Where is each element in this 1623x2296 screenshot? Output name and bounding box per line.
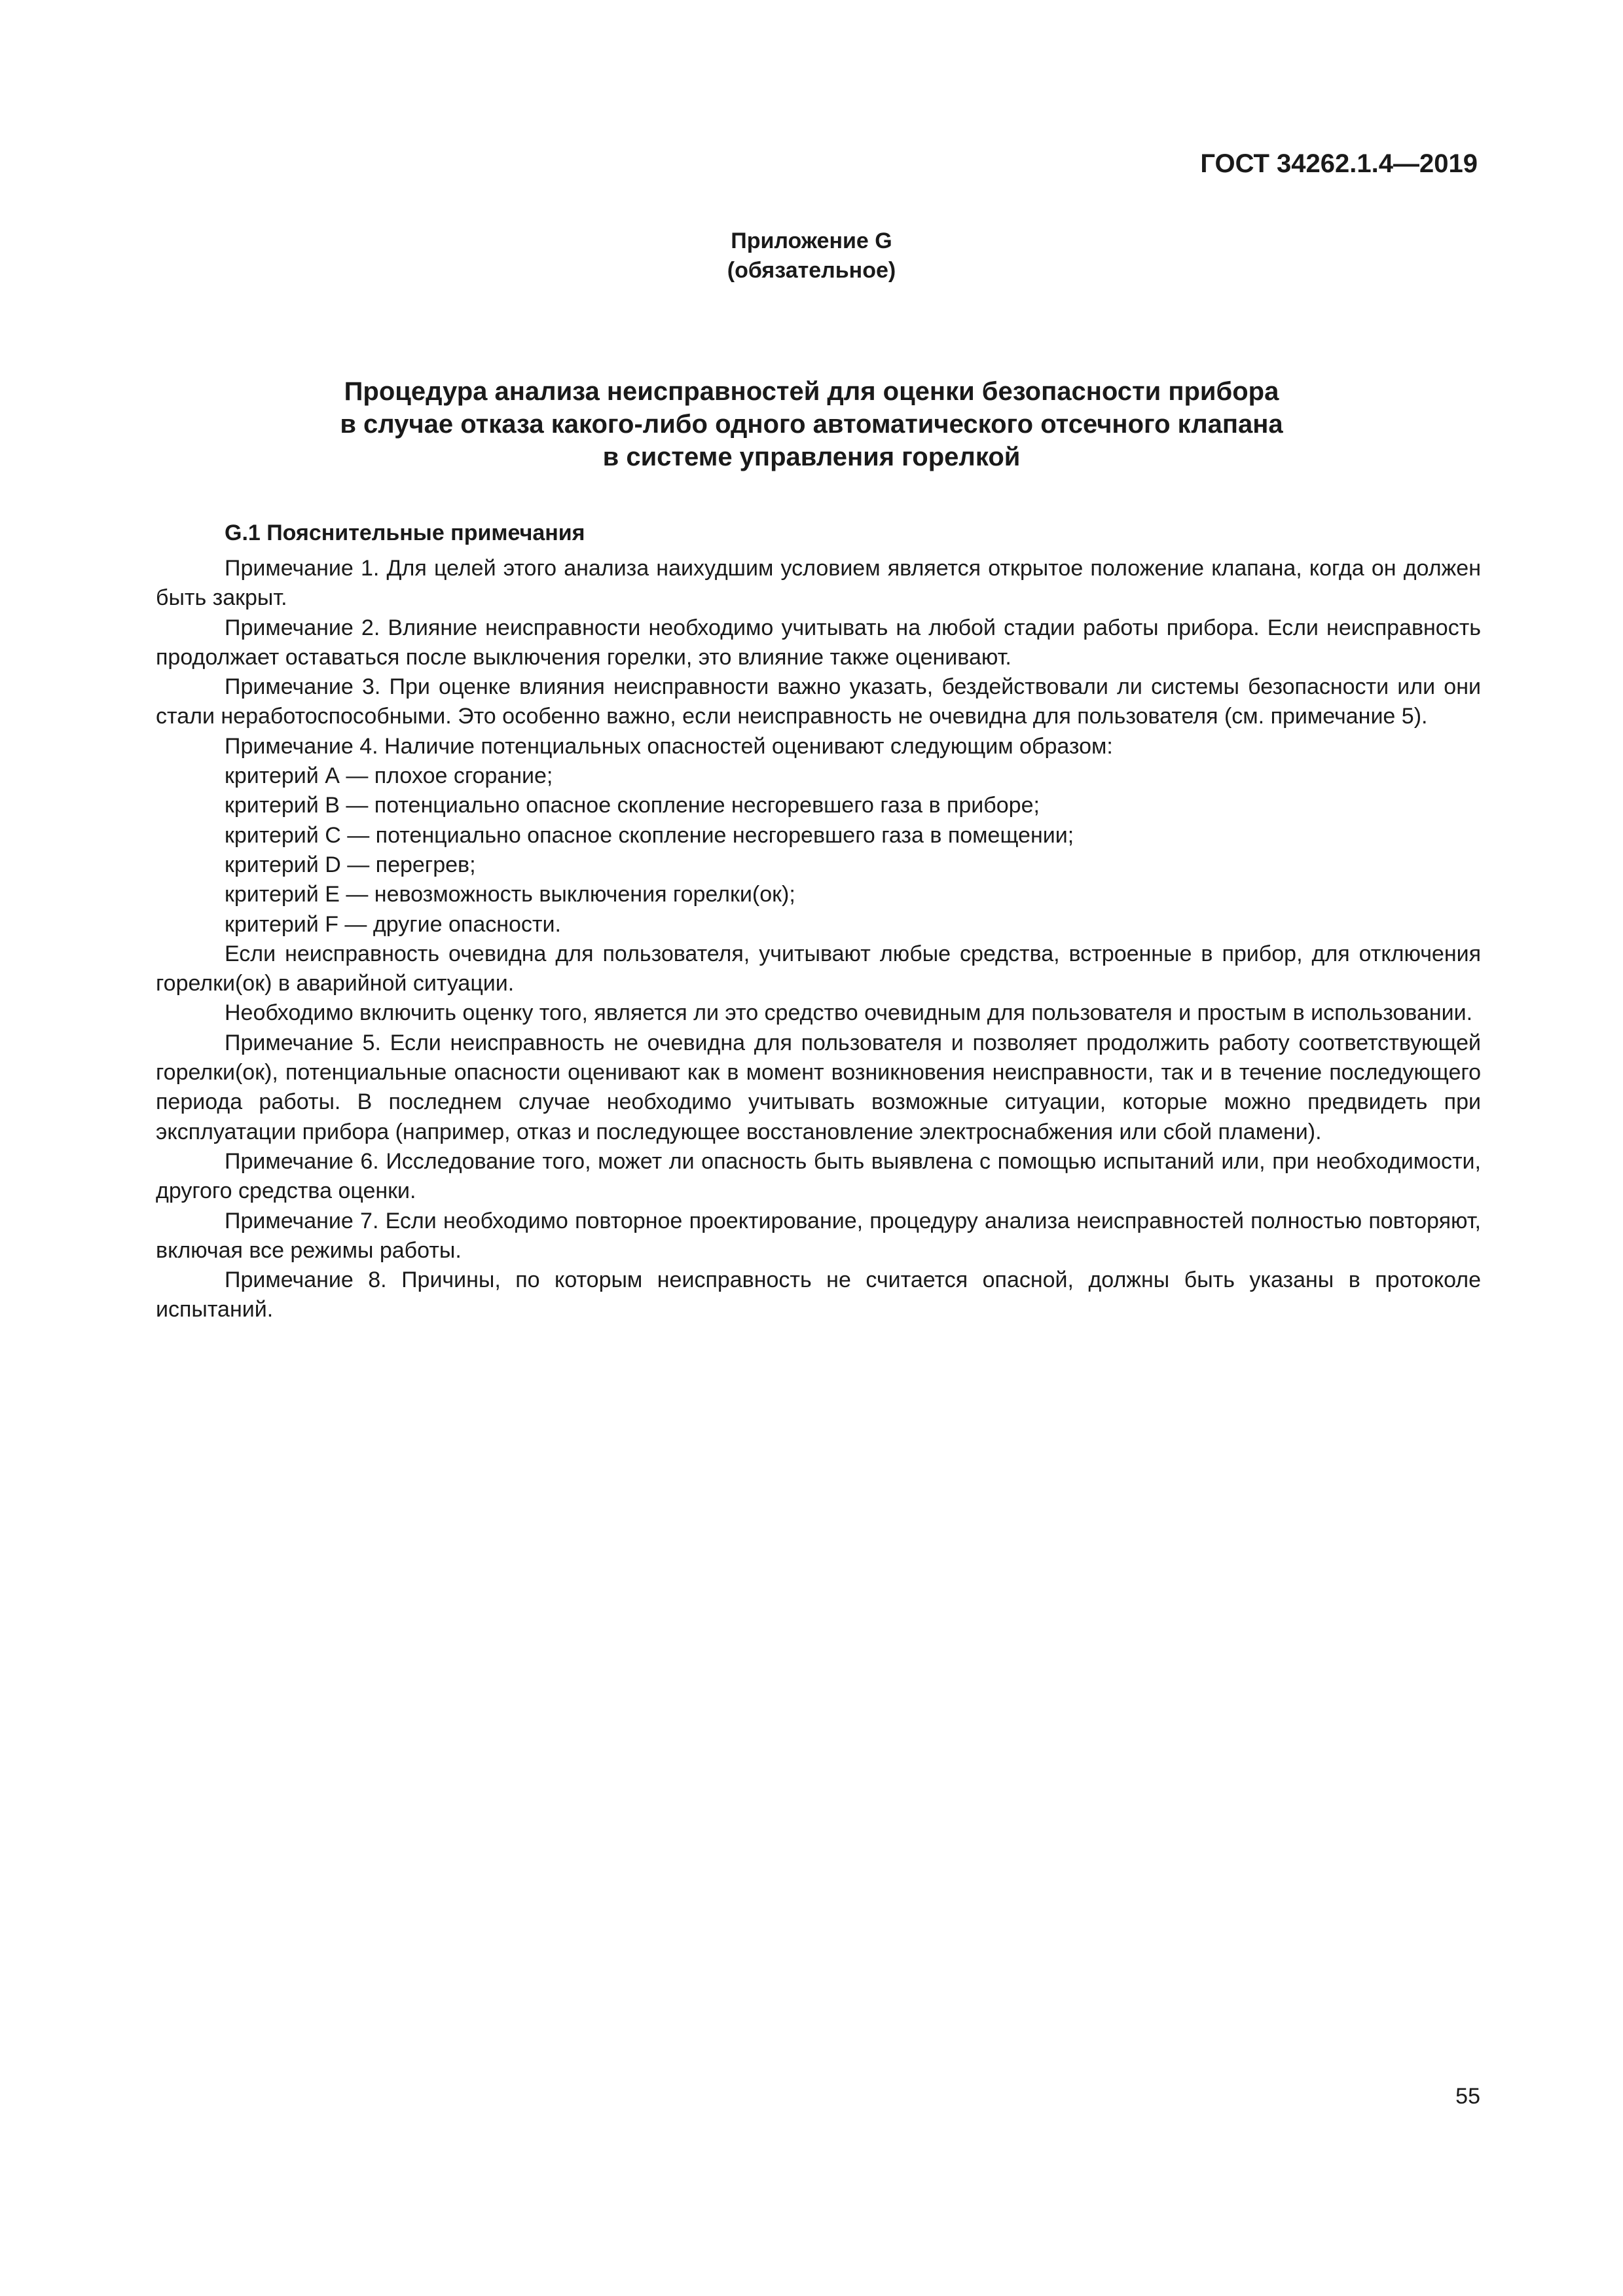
section-body	[156, 554, 1481, 1325]
title-line-3: в системе управления горелкой	[602, 443, 1021, 471]
note-5: Примечание 5. Если неисправность не очевидна для пользователя и позволяет продолжить работу соответствующей горелки(ок), потенциальные опасности оценивают как в момент возникновения неисправности, так и в течение последующего периода работы. В последнем случае необходимо учитывать возможные ситуации, которые можно предвидеть при эксплуатации прибора (например, отказ и последующее восстановление электроснабжения или сбой пламени).	[156, 1030, 1481, 1144]
annex-status: (обязательное)	[727, 258, 896, 283]
document-code: ГОСТ 34262.1.4—2019	[1200, 149, 1478, 178]
annex-label: Приложение G	[731, 228, 892, 253]
criterion-a: критерий А — плохое сгорание;	[225, 763, 553, 789]
note-4: Примечание 4. Наличие потенциальных опасностей оценивают следующим образом:	[225, 733, 1113, 759]
page-number: 55	[1455, 2084, 1480, 2109]
criterion-f: критерий F — другие опасности.	[225, 911, 561, 937]
note-1: Примечание 1. Для целей этого анализа наихудшим условием является открытое положение клапана, когда он должен быть закрыт.	[156, 556, 1481, 611]
criterion-d: критерий D — перегрев;	[225, 852, 476, 877]
title-line-2: в случае отказа какого-либо одного автоматического отсечного клапана	[340, 410, 1283, 439]
title-line-1: Процедура анализа неисправностей для оценки безопасности прибора	[344, 377, 1279, 406]
section-heading: G.1 Пояснительные примечания	[225, 520, 585, 545]
note-2: Примечание 2. Влияние неисправности необходимо учитывать на любой стадии работы прибора. Если неисправность продолжает оставаться после выключения горелки, это влияние также оценивают.	[156, 615, 1481, 670]
note-8: Примечание 8. Причины, по которым неисправность не считается опасной, должны быть указаны в протоколе испытаний.	[156, 1267, 1481, 1322]
annex-header	[0, 227, 1623, 285]
note-4-obvious-fault: Если неисправность очевидна для пользователя, учитывают любые средства, встроенные в прибор, для отключения горелки(ок) в аварийной ситуации.	[156, 941, 1481, 996]
note-4-assessment: Необходимо включить оценку того, является ли это средство очевидным для пользователя и простым в использовании.	[225, 1000, 1473, 1026]
criterion-b: критерий В — потенциально опасное скопление несгоревшего газа в приборе;	[225, 793, 1040, 818]
criterion-e: критерий Е — невозможность выключения горелки(ок);	[225, 882, 795, 907]
criterion-c: критерий С — потенциально опасное скопление несгоревшего газа в помещении;	[225, 822, 1074, 848]
note-3: Примечание 3. При оценке влияния неисправности важно указать, бездействовали ли системы безопасности или они стали неработоспособными. Это особенно важно, если неисправность не очевидна для пользователя (см. примечание 5).	[156, 674, 1481, 729]
note-7: Примечание 7. Если необходимо повторное проектирование, процедуру анализа неисправностей полностью повторяют, включая все режимы работы.	[156, 1208, 1481, 1263]
note-6: Примечание 6. Исследование того, может ли опасность быть выявлена с помощью испытаний или, при необходимости, другого средства оценки.	[156, 1148, 1481, 1204]
annex-title	[0, 375, 1623, 473]
